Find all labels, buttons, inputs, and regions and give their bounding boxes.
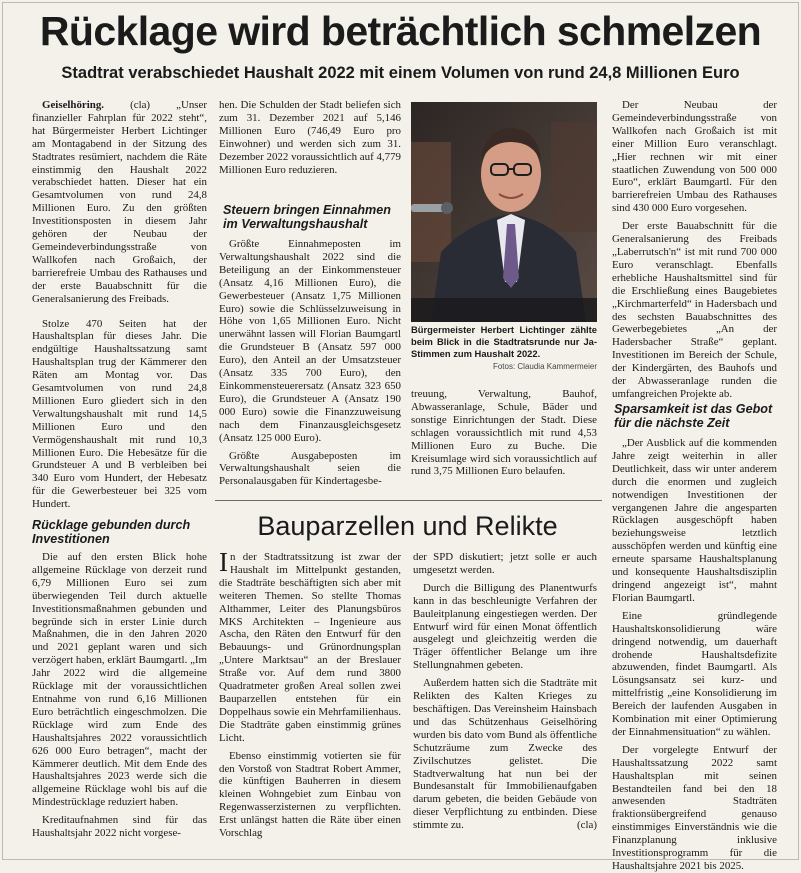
article-column-2 [219, 99, 401, 189]
article-divider [215, 500, 602, 501]
article-column-4 [612, 99, 777, 409]
paragraph: treuung, Verwaltung, Bauhof, Abwasseranlage, Schule, Bäder und sonstige Einrichtungen der Stadt. Diese schlagen voraussichtlich mit rund 4,53 Millionen Euro zu Buche. Die Kreisumlage wird sich voraussichtlich auf rund 3,75 Millionen Euro belaufen. [411, 388, 597, 478]
paragraph: Größte Einnahmeposten im Verwaltungshaushalt 2022 sind die Beteiligung an der Einkommensteuer (Ansatz 4,16 Millionen Euro), die Gewerbesteuer (Ansatz 1,75 Millionen Euro) sowie die Schlüsselzuweisung in Höhe von 1,65 Millionen Euro. Nicht unerwähnt lassen will Florian Baumgartl die Grundsteuer B (Ansatz 597 000 Euro), den Anteil an der Umsatzsteuer (Ansatz 335 700 Euro), den Einkommensteuerersatz (Ansatz 323 650 Euro), die Grundsteuer A (Ansatz 190 000 Euro) sowie die Finanzzuweisung nach dem Finanzausgleichsgesetz (Ansatz 125 000 Euro). [219, 238, 401, 444]
lead-text: (cla) „Unser finanzieller Fahrplan für 2022 steht“, hat Bürgermeister Herbert Lichtinger am Montagabend in der Sitzung des Stadtrates resümiert, nachdem die Räte einstimmig den Haushalt 2022 verabschiedet hatten. Dieser hat ein Gesamtvolumen von rund 24,8 Millionen Euro. Zu den größten Investitionsposten in diesem Jahr gehören der Neubau der Gemeindeverbindungsstraße von Wallkofen nach Großaich, der barrierefreie Umbau des Rathauses und der erste Bauabschnitt für die Generalsanierung des Freibads. [32, 99, 207, 305]
paragraph: Der vorgelegte Entwurf der Haushaltssatzung 2022 samt Haushaltsplan mit seinen Bestandteilen fand bei den 18 anwesenden Stadträten fraktionsübergreifend genauso einstimmiges Einverständnis wie die Finanzplanung inklusive Investitionsprogramm für die Haushaltsjahre 2021 bis 2025. [612, 743, 777, 872]
paragraph-text: n der Stadtratssitzung ist zwar der Haushalt im Mittelpunkt gestanden, die Stadträte beschäftigten sich aber mit weiteren Themen. So stellte Thomas Althammer, Leiter des Planungsbüros MKS Architekten – Ingenieure aus Ascha, den Räten den Entwurf für den Bebauungs- und Grünordnungsplan „Untere Marktsau“ an der Breslauer Straße vor. Auf dem rund 3800 Quadratmeter großen Areal sollen zwei Bauparzellen entstehen für ein Doppelhaus sowie ein Mehrfamilienhaus. Die Stadträte gaben einstimmig grünes Licht. [219, 551, 401, 744]
paragraph: Die auf den ersten Blick hohe allgemeine Rücklage von derzeit rund 6,79 Millionen Euro sei zum überwiegenden Teil durch aktuelle Investitionsmaßnahmen gebunden und begründe sich in erster Linie durch Maßnahmen, die in den Jahren 2020 und 2021 geplant waren und sich verzögert haben, erklärt Baumgartl. „Im Jahr 2022 wird die allgemeine Rücklage mit der voraussichtlichen Entnahme von rund 6,16 Millionen Euro beträchtlich eingeschmolzen. Die Rücklage wird zum Ende des Haushaltsjahres 2022 voraussichtlich 626 000 Euro betragen“, macht der Kämmerer deutlich. Mit dem Ende des Haushaltsjahres 2023 werde sich die allgemeine Rücklage wohl bis auf die Mindestrücklage reduziert haben. [32, 551, 207, 809]
article2-column-2 [413, 551, 597, 847]
paragraph: der SPD diskutiert; jetzt solle er auch umgesetzt werden. [413, 551, 597, 576]
article-column-1 [32, 99, 207, 509]
photo-credit: Fotos: Claudia Kammermeier [492, 362, 597, 371]
article-headline: Rücklage wird beträchtlich schmelzen [39, 8, 762, 54]
paragraph: Größte Ausgabeposten im Verwaltungshaushalt seien die Personalausgaben für Kindertagesbe- [219, 449, 401, 488]
paragraph: Eine gründlegende Haushaltskonsolidierung wäre dringend notwendig, um dauerhaft drohende Haushaltsdefizite abzuwenden, findet Baumgartl. Als Lösungsansatz sei kurz- und mittelfristig „eine Konsolidierung im Bereich der laufenden Ausgaben in Kombination mit einer Optimierung der Einnahmensituation“ zu wählen. [612, 609, 777, 738]
photo-caption: Bürgermeister Herbert Lichtinger zählte beim Blick in die Stadtratsrunde nur Ja-Stimmen zum Haushalt 2022. [411, 324, 597, 359]
paragraph: Der erste Bauabschnitt für die Generalsanierung des Freibads „Laberrutsch'n“ ist mit rund 700 000 Euro veranschlagt. Ebenfalls erhebliche Haushaltsmittel sind für die Erschließung eines Baugebietes „Kirchmarterfeld“ in Hadersbach und des sechsten Bauabschnittes des Gewerbegebietes „An der Hadersbacher Straße“ geplant. Investitionen im Bereich der Schule, der Kindergärten, des Bauhofs und der Abwasseranlage runden die umfangreichen Projekte ab. [612, 220, 777, 400]
dateline: Geiselhöring. [42, 99, 105, 111]
paragraph [413, 677, 597, 832]
article-column-1b [32, 551, 207, 847]
signoff: (cla) [577, 819, 597, 832]
paragraph [219, 547, 401, 745]
drop-cap: I [219, 547, 228, 577]
crosshead-ruecklage: Rücklage gebunden durch Investitionen [32, 518, 191, 546]
paragraph: Kreditaufnahmen sind für das Haushaltsjahr 2022 nicht vorgese- [32, 814, 207, 840]
paragraph: Durch die Billigung des Planentwurfs kann in das beschleunigte Verfahren der Bauleitplanung eingestiegen werden. Der Entwurf wird für einen Monat öffentlich ausgelegt und gleichzeitig werden die Träger öffentlicher Belange um ihre Stellungnahmen gebeten. [413, 581, 597, 672]
crosshead-sparsamkeit: Sparsamkeit ist das Gebot für die nächste Zeit [614, 402, 773, 430]
paragraph: Ebenso einstimmig votierten sie für den Vorstoß von Stadtrat Robert Ammer, die künftigen Bauherren in diesem kleinen Wohngebiet zum Einbau von Regenwasserzisternen zu verpflichten. Erst unlängst hatten die Räte über einen Vorschlag [219, 749, 401, 840]
article-subheadline: Stadtrat verabschiedet Haushalt 2022 mit einem Volumen von rund 24,8 Millionen Euro [61, 64, 740, 82]
crosshead-steuern: Steuern bringen Einnahmen im Verwaltungshaushalt [223, 203, 391, 231]
paragraph: Der Neubau der Gemeindeverbindungsstraße von Wallkofen nach Großaich ist mit einer Million Euro veranschlagt. „Hier rechnen wir mit einer staatlichen Zuwendung von 500 000 Euro“, erklärt Baumgartl. Für den barrierefreien Umbau des Rathauses sind 430 000 Euro vorgesehen. [612, 99, 777, 215]
paragraph: „Der Ausblick auf die kommenden Jahre zeigt weiterhin in aller Deutlichkeit, dass wir unter anderem durch die enormen und zugleich notwendigen Investitionen der vergangenen Jahre die angesparten Rücklagen ausgeschöpft haben beziehungsweise letztlich ausschöpfen werden und künftig eine erneute sparsame Haushaltsplanung und konsequente Haushaltsdisziplin dringend angezeigt ist“, mahnt Florian Baumgartl. [612, 437, 777, 604]
article2-headline: Bauparzellen und Relikte [257, 511, 558, 541]
paragraph-text: Außerdem hatten sich die Stadträte mit Relikten des Kalten Krieges zu beschäftigen. Das Vereinsheim Hainsbach und das Schützenhaus Geiselhöring wurden bis dato vom Bund als öffentliche Schutzräume zum Zwecke des Zivilschutzes gelistet. Die Stadtverwaltung hat nun bei der Bundesanstalt für Immobilienaufgaben darum gebeten, die beiden Gebäude von dieser Verpflichtung zu entbinden. Diese stimmte zu. [413, 677, 597, 832]
paragraph: hen. Die Schulden der Stadt beliefen sich zum 31. Dezember 2021 auf 5,146 Millionen Euro (746,49 Euro pro Einwohner) und werden sich zum 31. Dezember 2022 voraussichtlich auf 4,779 Millionen Euro reduzieren. [219, 99, 401, 176]
portrait-photo [411, 102, 597, 322]
article-column-3 [411, 388, 597, 488]
article-column-2-cont [219, 238, 401, 508]
portrait-photo-image [411, 102, 597, 322]
article-column-4-cont [612, 437, 777, 872]
article2-column-1 [219, 547, 401, 847]
paragraph: Stolze 470 Seiten hat der Haushaltsplan für dieses Jahr. Die endgültige Haushaltssatzung samt Haushaltsplan trug der Kämmerer den Räten am Montag vor. Das Gesamtvolumen von rund 24,8 Millionen Euro gliedert sich in den Verwaltungshaushalt mit rund 14,5 Millionen Euro und den Vermögenshaushalt mit rund 10,3 Millionen Euro. Die Hebesätze für die Grundsteuer A und B verbleiben bei 340 Euro vom Hundert, der Hebesatz für die Gewerbesteuer bei 325 vom Hundert. [32, 317, 207, 511]
lead-paragraph [32, 99, 207, 306]
